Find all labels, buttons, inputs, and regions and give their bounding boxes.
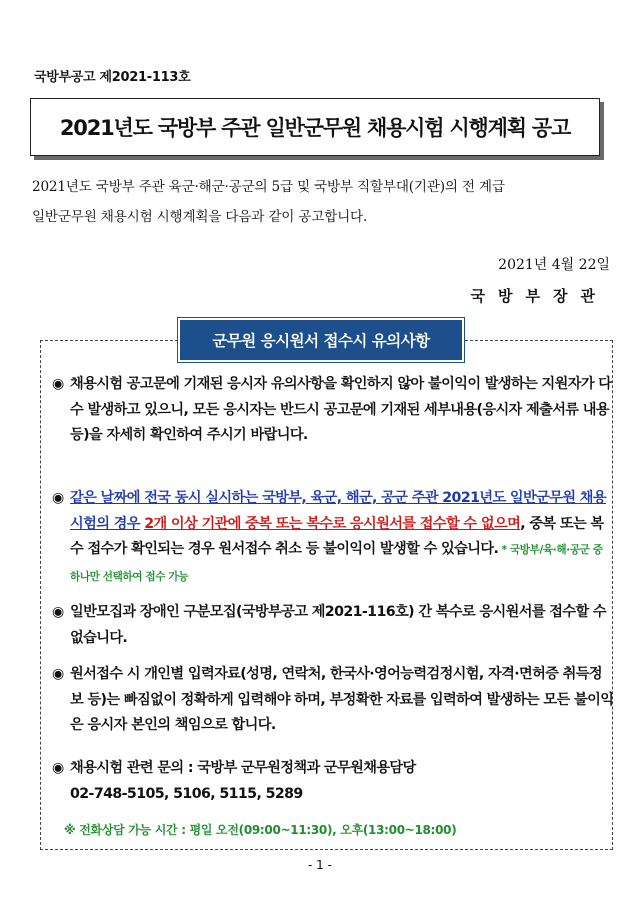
notice-box-header: 군무원 응시원서 접수시 유의사항 [178, 318, 464, 362]
intro-line-1: 2021년도 국방부 주관 육군·해군·공군의 5급 및 국방부 직할부대(기관)의 전 계급 [32, 179, 505, 195]
title-box [30, 98, 600, 156]
contact-phone-numbers: 02-748-5105, 5106, 5115, 5289 [70, 785, 303, 802]
page-number: - 1 - [308, 858, 332, 872]
notice-item-1-text: 채용시험 공고문에 기재된 응시자 유의사항을 확인하지 않아 불이익이 발생하는 지원자가 다수 발생하고 있으니, 모든 응시자는 반드시 공고문에 기재된 세부내용(응시자 제출서류 내용 등)을 자세히 확인하여 주시기 바랍니다. [70, 376, 612, 443]
notice-item-5 [52, 756, 614, 807]
highlight-blue-text: 같은 날짜에 전국 동시 실시하는 국방부, 육군, 해군, 공군 주관 2021년도 일반군무원 채용시험의 경우 [70, 490, 606, 532]
bullet-icon: ◉ [52, 666, 64, 682]
contact-label: 채용시험 관련 문의 : 국방부 군무원정책과 군무원채용담당 [70, 760, 416, 776]
bullet-icon: ◉ [52, 490, 64, 506]
notice-item-3 [52, 600, 614, 651]
notice-item-2-text [70, 486, 614, 590]
notice-item-2-rest: , 중복 또는 복수 접수가 확인되는 경우 원서접수 취소 등 불이익이 발생할 수 있습니다. [70, 515, 604, 557]
bullet-icon: ◉ [52, 604, 64, 620]
bullet-icon: ◉ [52, 376, 64, 392]
notice-number: 국방부공고 제2021-113호 [34, 70, 191, 85]
selection-note: * 국방부/육·해·공군 중 하나만 선택하여 접수 가능 [70, 544, 603, 583]
notice-item-3-text: 일반모집과 장애인 구분모집(국방부공고 제2021-116호) 간 복수로 응시원서를 접수할 수 없습니다. [70, 604, 607, 646]
notice-item-2 [52, 486, 614, 590]
notice-item-5-text [70, 756, 614, 807]
highlight-red-text: 2개 이상 기관에 중복 또는 복수로 응시원서를 접수할 수 없으며 [144, 515, 521, 532]
intro-line-2: 일반군무원 채용시험 시행계획을 다음과 같이 공고합니다. [32, 209, 368, 225]
signature: 국방부장관 [470, 287, 608, 305]
document-title: 2021년도 국방부 주관 일반군무원 채용시험 시행계획 공고 [59, 116, 571, 140]
notice-item-4-text: 원서접수 시 개인별 입력자료(성명, 연락처, 한국사·영어능력검정시험, 자격·면허증 취득정보 등)는 빠짐없이 정확하게 입력해야 하며, 부정확한 자료를 입력하여 발생하는 모든 불이익은 응시자 본인의 책임으로 합니다. [70, 666, 614, 733]
intro-paragraph [32, 172, 610, 232]
bullet-icon: ◉ [52, 760, 64, 776]
notice-date: 2021년 4월 22일 [498, 257, 610, 273]
notice-item-4 [52, 662, 614, 739]
notice-item-1 [52, 372, 614, 449]
phone-hours-note: ※ 전화상담 가능 시간 : 평일 오전(09:00~11:30), 오후(13:00~18:00) [64, 823, 457, 837]
